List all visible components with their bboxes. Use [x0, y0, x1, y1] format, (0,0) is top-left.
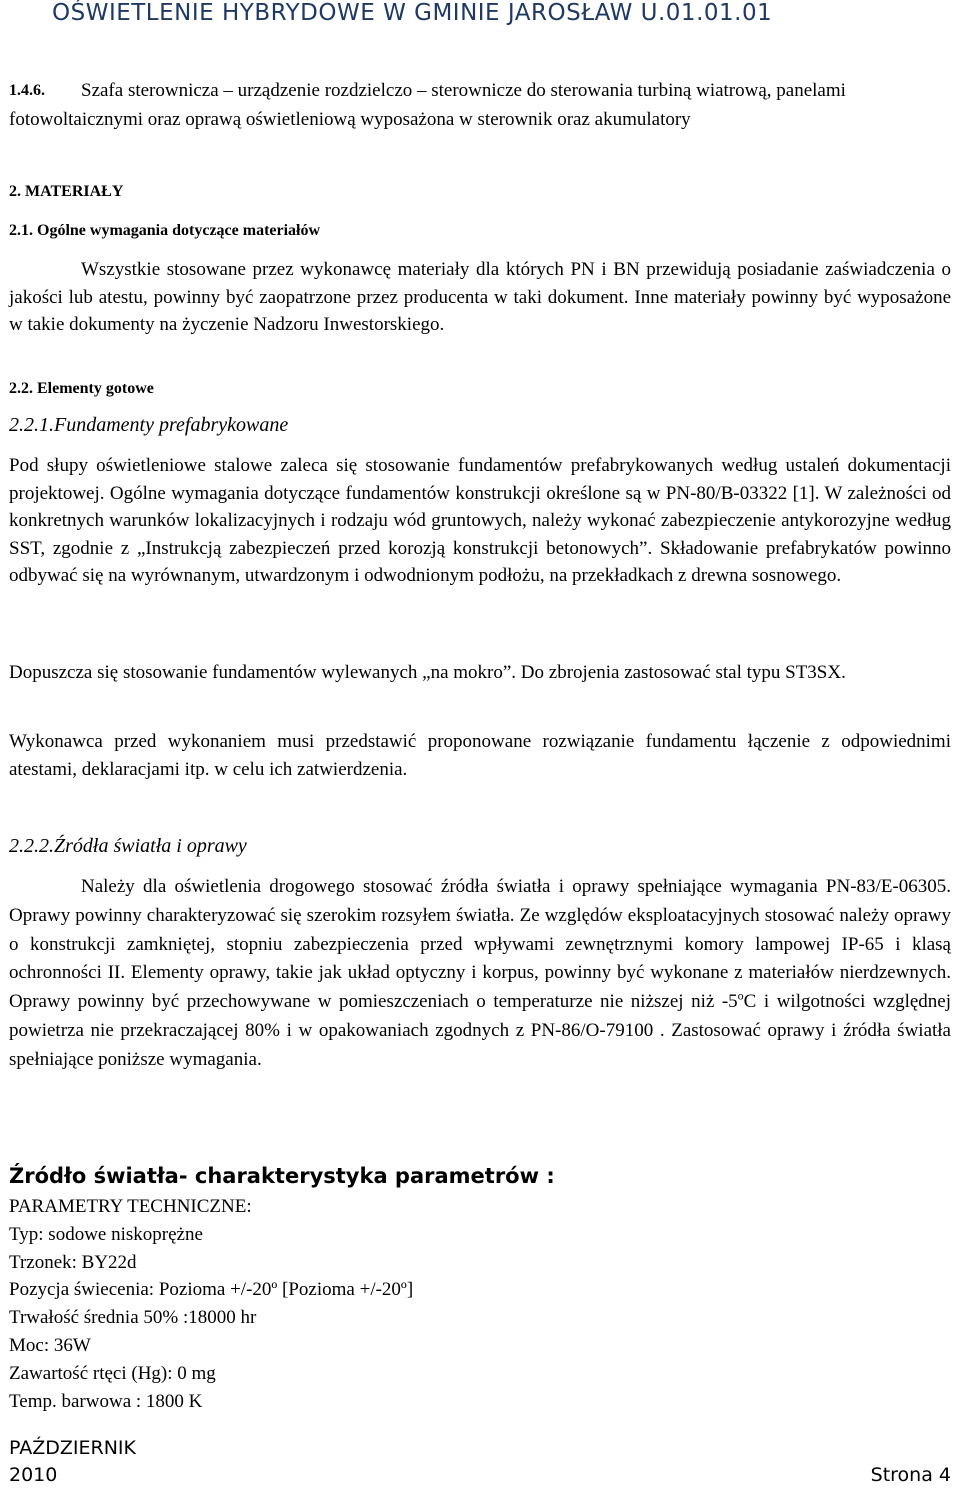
parameters-list [9, 1193, 413, 1415]
parameter-line: Trwałość średnia 50% :18000 hr [9, 1307, 257, 1329]
document-header-title: OŚWIETLENIE HYBRYDOWE W GMINIE JAROSŁAW U.01.01.01 [52, 0, 773, 26]
section-2-2-1-paragraph-3: Wykonawca przed wykonaniem musi przedstawić proponowane rozwiązanie fundamentu łączenie z odpowiednimi atestami, deklaracjami itp. w celu ich zatwierdzenia. [9, 731, 951, 780]
section-2-1-title: 2.1. Ogólne wymagania dotyczące materiałów [9, 222, 321, 239]
parameter-line: Trzonek: BY22d [9, 1251, 137, 1273]
parameter-line: Zawartość rtęci (Hg): 0 mg [9, 1362, 216, 1384]
section-number: 1.4.6. [9, 82, 45, 99]
light-source-title: Źródło światła- charakterystyka parametrów : [9, 1164, 555, 1188]
parameter-line: Pozycja świecenia: Pozioma +/-20º [Pozioma +/-20º] [9, 1279, 414, 1301]
section-2-title: 2. MATERIAŁY [9, 183, 124, 200]
footer-year: 2010 [9, 1464, 58, 1486]
footer-page-number: Strona 4 [870, 1464, 951, 1486]
paragraph-part-a: Należy dla oświetlenia drogowego stosować źródła światła i oprawy spełniające wymagania PN-83/E-06305. Oprawy powinny charakteryzować się szerokim rozsyłem światła. Ze względów eksploatacyjnych stosować należy oprawy o konstrukcji zamkniętej, stopniu zabezpieczenia przed wpływami zewnętrznymi komory lampowej IP-65 i klasą ochronności II. Elementy oprawy, takie jak układ optyczny i korpus, powinny być wykonane z materiałów nierdzewnych. Oprawy powinny być przechowywane w pomieszczeniach o temperaturze nie niższej niż -5 [9, 876, 951, 1013]
section-2-2-title: 2.2. Elementy gotowe [9, 380, 154, 397]
parameter-line: Moc: 36W [9, 1334, 91, 1356]
section-2-2-2-paragraph [9, 873, 951, 1075]
degree-superscript: o [737, 988, 744, 1003]
section-2-2-1-paragraph-1: Pod słupy oświetleniowe stalowe zaleca się stosowanie fundamentów prefabrykowanych według ustaleń dokumentacji projektowej. Ogólne wymagania dotyczące fundamentów konstrukcji określone są w PN-80/B-03322 [1]. W zależności od konkretnych warunków lokalizacyjnych i rodzaju wód gruntowych, należy wykonać zabezpieczenie antykorozyjne według SST, zgodnie z „Instrukcją zabezpieczeń przed korozją konstrukcji betonowych”. Składowanie prefabrykatów powinno odbywać się na wyrównanym, utwardzonym i odwodnionym podłożu, na przekładkach z drewna sosnowego. [9, 455, 951, 586]
parameter-line: Temp. barwowa : 1800 K [9, 1390, 203, 1412]
section-2-2-1-title: 2.2.1.Fundamenty prefabrykowane [9, 414, 289, 436]
section-2-2-1-paragraph-2: Dopuszcza się stosowanie fundamentów wylewanych „na mokro”. Do zbrojenia zastosować stal typu ST3SX. [9, 662, 846, 683]
parameter-line: Typ: sodowe niskoprężne [9, 1223, 203, 1245]
parameter-line: PARAMETRY TECHNICZNE: [9, 1196, 252, 1217]
section-text: Szafa sterownicza – urządzenie rozdzielczo – sterownicze do sterowania turbiną wiatrową, panelami fotowoltaicznymi oraz oprawą oświetleniową wyposażona w sterownik oraz akumulatory [9, 80, 846, 130]
section-1-4-6 [9, 76, 951, 134]
paragraph-part-b: C i wilgotności względnej powietrza nie przekraczającej 80% i w opakowaniach zgodnych z PN-86/O-79100 . Zastosować oprawy i źródła światła spełniające poniższe wymagania. [9, 991, 951, 1070]
footer-month: PAŹDZIERNIK [9, 1437, 136, 1459]
section-2-1-paragraph: Wszystkie stosowane przez wykonawcę materiały dla których PN i BN przewidują posiadanie zaświadczenia o jakości lub atestu, powinny być zaopatrzone przez producenta w taki dokument. Inne materiały powinny być wyposażone w takie dokumenty na życzenie Nadzoru Inwestorskiego. [9, 259, 951, 335]
section-2-2-2-title: 2.2.2.Źródła światła i oprawy [9, 835, 247, 857]
